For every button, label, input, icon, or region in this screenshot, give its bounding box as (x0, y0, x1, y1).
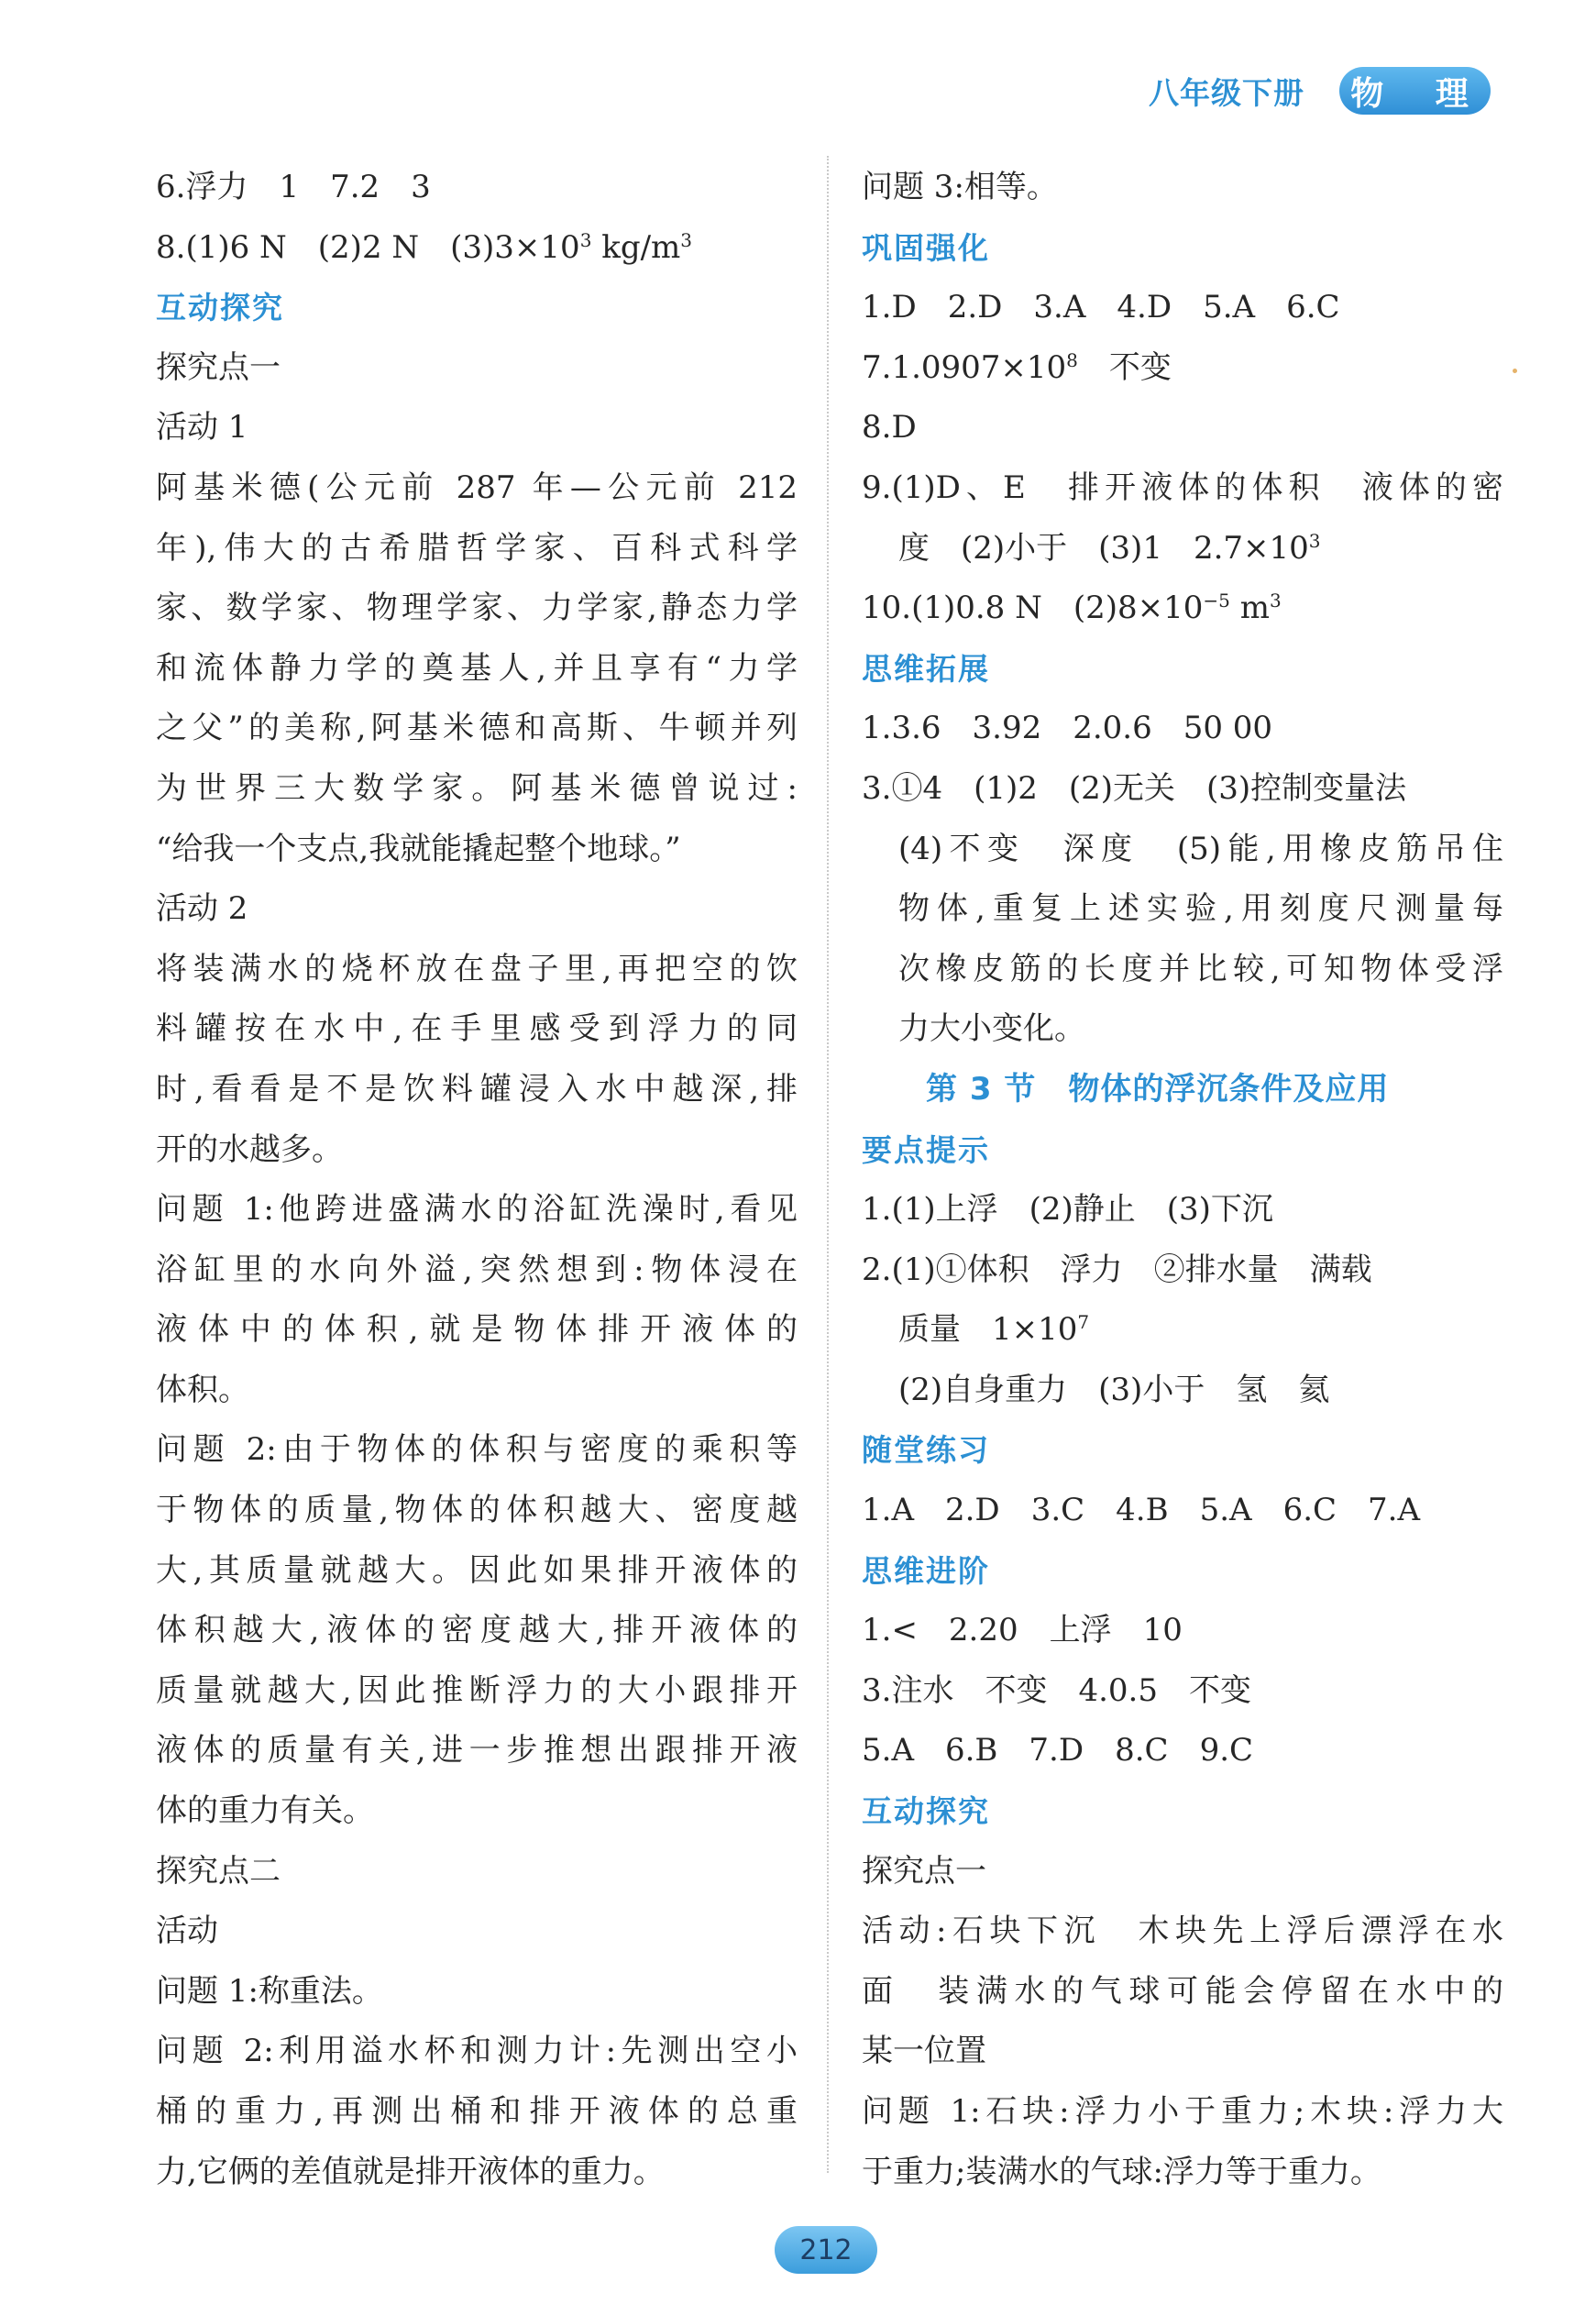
text-line: 探究点一 (862, 1852, 986, 1890)
answer-line: 度 (2)小于 (3)1 $2.7\times 10^3$ (898, 529, 1321, 567)
answer-line: 2.(1)①体积 浮力 ②排水量 满载 (862, 1251, 1372, 1288)
paragraph-line: 于重力;装满水的气球:浮力等于重力。 (862, 2153, 1381, 2190)
answer-line: 次橡皮筋的长度并比较,可知物体受浮 (898, 950, 1503, 987)
text-line: 8.(1)6 N (2)2 N $(3)3\times 10^3$ $kg/m^3$ (156, 228, 693, 266)
answer-line: 5.A 6.B 7.D 8.C 9.C (862, 1732, 1254, 1769)
answer-line: 8.D (862, 409, 917, 446)
paragraph-line: “给我一个支点,我就能撬起整个地球。” (156, 830, 681, 867)
paragraph-line: 液体的质量有关,进一步推想出跟排开液 (156, 1732, 798, 1769)
paragraph-line: 将装满水的烧杯放在盘子里,再把空的饮 (156, 950, 798, 987)
page-number: 212 (775, 2226, 877, 2274)
right-column (862, 158, 1503, 2202)
paragraph-line: 于物体的质量,物体的体积越大、密度越 (156, 1492, 798, 1529)
paragraph-line: 大,其质量就越大。因此如果排开液体的 (156, 1551, 798, 1589)
answer-line: 9.(1)D、E 排开液体的体积 液体的密 (862, 469, 1503, 506)
paragraph-line: 年),伟大的古希腊哲学家、百科式科学 (156, 529, 798, 567)
section-heading: 要点提示 (862, 1131, 990, 1168)
answer-line: 力大小变化。 (898, 1010, 1085, 1048)
section-heading: 巩固强化 (862, 229, 990, 266)
paragraph-line: 时,看看是不是饮料罐浸入水中越深,排 (156, 1070, 798, 1108)
paragraph-line: 桶的重力,再测出桶和排开液体的总重 (156, 2093, 798, 2130)
section-heading: 思维进阶 (862, 1552, 990, 1589)
paragraph-line: 浴缸里的水向外溢,突然想到:物体浸在 (156, 1251, 798, 1288)
paragraph-line: 某一位置 (862, 2033, 986, 2070)
text-line: 活动 (156, 1913, 218, 1950)
answer-line: 10.(1)0.8 N $(2)8\times 10^{-5}$ $m^3$ (862, 590, 1282, 627)
left-column (156, 158, 798, 2202)
answer-line: 1.(1)上浮 (2)静止 (3)下沉 (862, 1191, 1273, 1229)
grade-label: 八年级下册 (1149, 74, 1304, 111)
paragraph-line: 力,它俩的差值就是排开液体的重力。 (156, 2153, 665, 2190)
paragraph-line: 问题 2:由于物体的体积与密度的乘积等 (156, 1431, 798, 1469)
answer-line: $7.1.0907\times 10^8$ 不变 (862, 348, 1172, 386)
paragraph-line: 和流体静力学的奠基人,并且享有“力学 (156, 649, 798, 687)
paragraph-line: 之父”的美称,阿基米德和高斯、牛顿并列 (156, 710, 798, 747)
paragraph-line: 为世界三大数学家。阿基米德曾说过: (156, 769, 798, 807)
section-heading: 思维拓展 (862, 650, 990, 687)
paragraph-line: 体积。 (156, 1371, 249, 1408)
paragraph-line: 问题 1:他跨进盛满水的浴缸洗澡时,看见 (156, 1191, 798, 1229)
paragraph-line: 开的水越多。 (156, 1130, 343, 1168)
section-heading: 随堂练习 (862, 1432, 990, 1469)
paragraph-line: 质量就越大,因此推断浮力的大小跟排开 (156, 1671, 798, 1709)
section-heading: 互动探究 (862, 1793, 990, 1830)
paragraph-line: 问题 2:利用溢水杯和测力计:先测出空小 (156, 2033, 798, 2070)
text-line: 活动 1 (156, 409, 248, 446)
answer-line: 1.3.6 3.92 2.0.6 50 00 (862, 710, 1273, 747)
answer-line: 1.D 2.D 3.A 4.D 5.A 6.C (862, 289, 1340, 326)
section-heading: 互动探究 (156, 290, 284, 326)
paragraph-line: 问题 1:石块:浮力小于重力;木块:浮力大 (862, 2093, 1503, 2130)
answer-line: (2)自身重力 (3)小于 氢 氦 (898, 1371, 1330, 1408)
answer-line: 3.①4 (1)2 (2)无关 (3)控制变量法 (862, 769, 1407, 807)
column-divider (827, 156, 829, 2173)
decorative-dot (1513, 369, 1517, 373)
paragraph-line: 阿基米德(公元前 287 年—公元前 212 (156, 469, 798, 506)
answer-line: 3.注水 不变 4.0.5 不变 (862, 1671, 1251, 1709)
text-line: 问题 3:相等。 (862, 169, 1058, 205)
section-title: 第 3 节 物体的浮沉条件及应用 (926, 1070, 1390, 1108)
paragraph-line: 体积越大,液体的密度越大,排开液体的 (156, 1612, 798, 1649)
answer-line: 物体,重复上述实验,用刻度尺测量每 (898, 890, 1503, 928)
text-line: 问题 1:称重法。 (156, 1972, 383, 2010)
subject-badge: 物 理 (1339, 67, 1491, 115)
text-line: 活动 2 (156, 890, 248, 928)
paragraph-line: 面 装满水的气球可能会停留在水中的 (862, 1972, 1503, 2010)
answer-line: (4)不变 深度 (5)能,用橡皮筋吊住 (898, 830, 1503, 867)
text-line: 探究点二 (156, 1852, 281, 1890)
paragraph-line: 料罐按在水中,在手里感受到浮力的同 (156, 1010, 798, 1048)
page-header (1149, 64, 1491, 117)
answer-line: 1.A 2.D 3.C 4.B 5.A 6.C 7.A (862, 1492, 1421, 1529)
text-line: 探究点一 (156, 348, 281, 386)
text-line: 6.浮力 1 7.2 3 (156, 169, 431, 205)
paragraph-line: 活动:石块下沉 木块先上浮后漂浮在水 (862, 1913, 1503, 1950)
paragraph-line: 体的重力有关。 (156, 1792, 374, 1830)
paragraph-line: 液体中的体积,就是物体排开液体的 (156, 1311, 798, 1349)
answer-line: 1.< 2.20 上浮 10 (862, 1612, 1183, 1649)
paragraph-line: 家、数学家、物理学家、力学家,静态力学 (156, 590, 798, 627)
answer-line: 质量 $1\times 10^7$ (898, 1311, 1090, 1349)
